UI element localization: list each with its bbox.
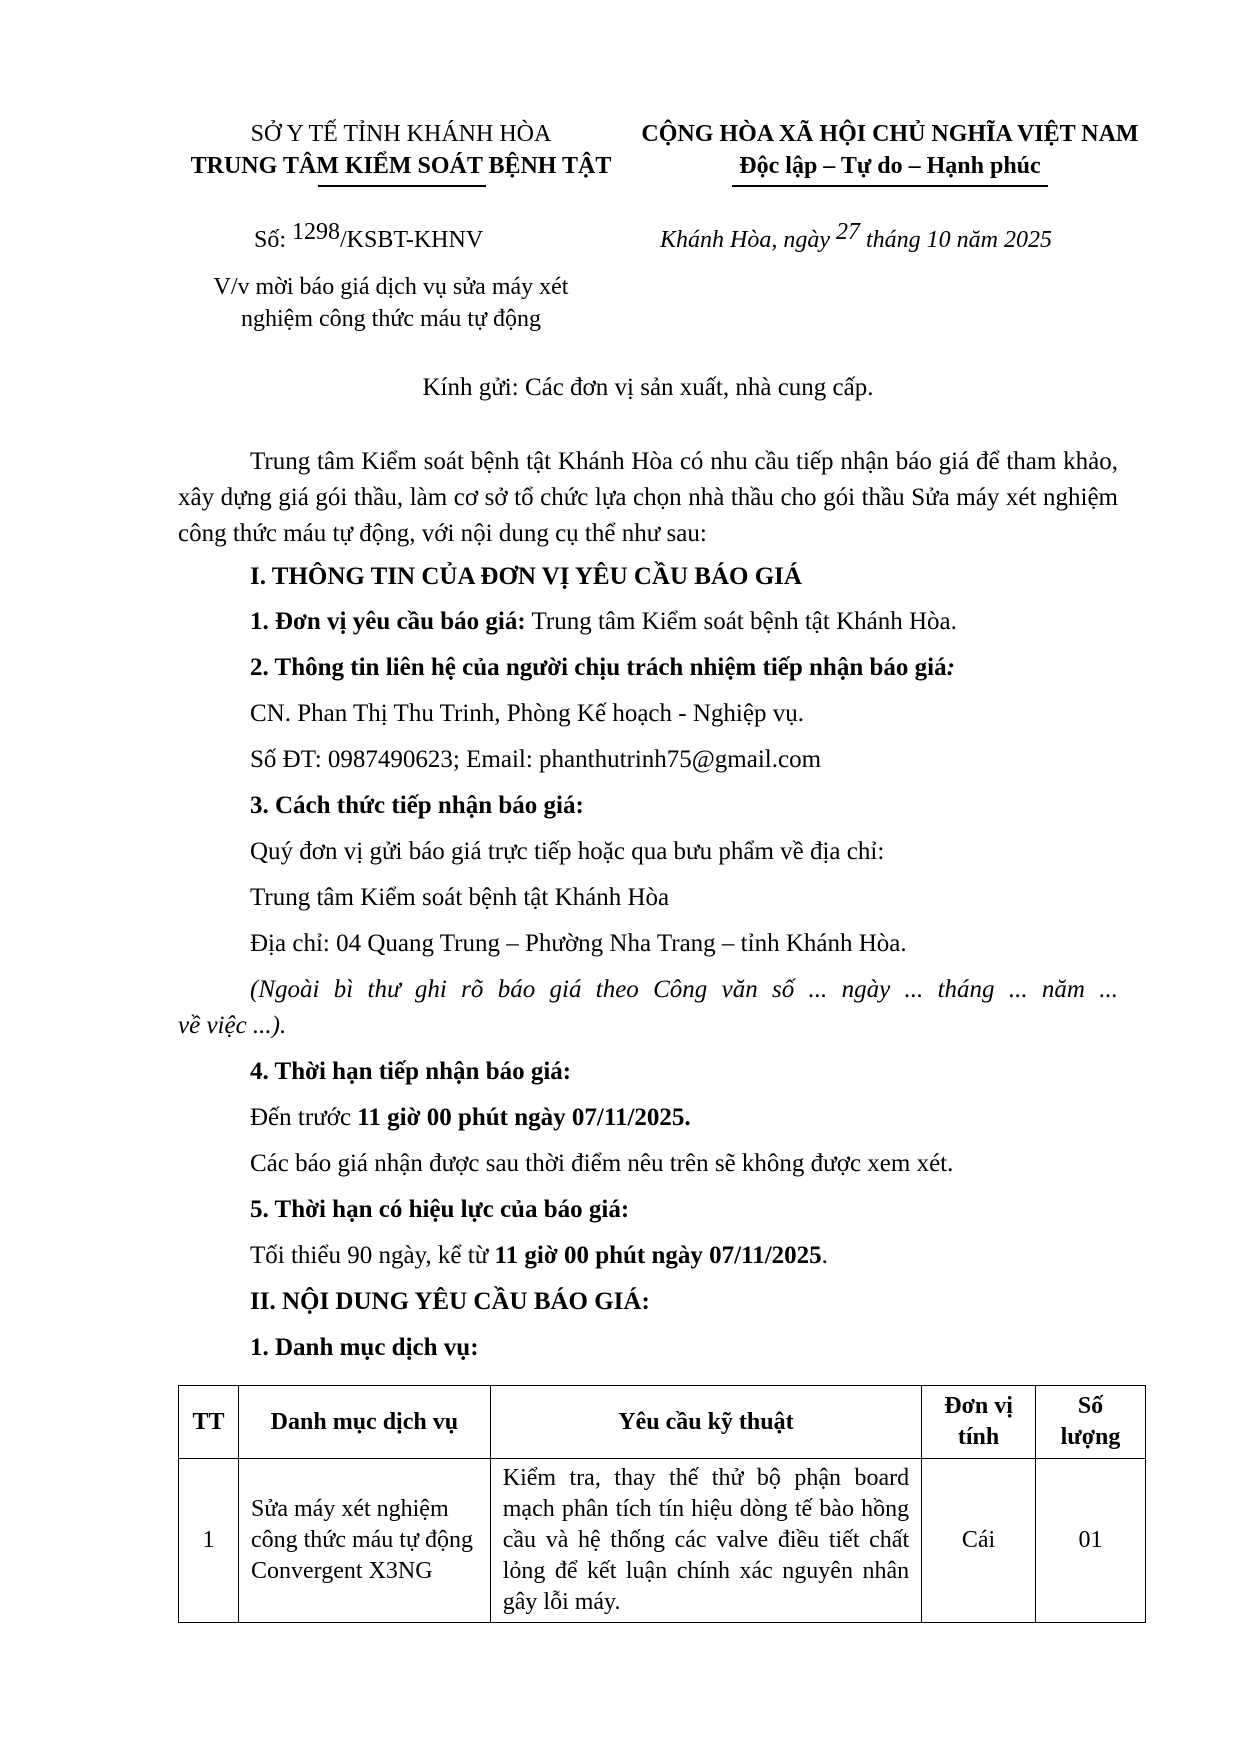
receive-address: Địa chỉ: 04 Quang Trung – Phường Nha Trang – tỉnh Khánh Hòa. (250, 930, 907, 957)
agency-name: TRUNG TÂM KIỂM SOÁT BỆNH TẬT (190, 153, 612, 179)
envelope-note-line2: về việc ...). (178, 1012, 287, 1039)
envelope-note-line1: (Ngoài bì thư ghi rõ báo giá theo Công văn số ... ngày ... tháng ... năm ... (250, 976, 1118, 1003)
agency-parent: SỞ Y TẾ TỈNH KHÁNH HÒA (250, 121, 552, 147)
date-day: 27 (836, 219, 860, 245)
motto-underline (732, 185, 1048, 187)
national-motto: Độc lập – Tự do – Hạnh phúc (739, 153, 1041, 179)
doc-number (254, 219, 484, 256)
validity-line (250, 1236, 828, 1276)
doc-number-value: 1298 (292, 219, 341, 245)
late-note: Các báo giá nhận được sau thời điểm nêu trên sẽ không được xem xét. (250, 1150, 954, 1177)
intro-paragraph: Trung tâm Kiểm soát bệnh tật Khánh Hòa có nhu cầu tiếp nhận báo giá để tham khảo, xây dựng giá gói thầu, làm cơ sở tổ chức lựa chọn nhà thầu cho gói thầu Sửa máy xét nghiệm công thức máu tự động, với nội dung cụ thể như sau: (178, 448, 1118, 547)
date-line (660, 219, 1053, 256)
deadline-prefix: Đến trước (250, 1104, 358, 1131)
doc-number-prefix: Số: (254, 227, 287, 253)
contact-name: CN. Phan Thị Thu Trinh, Phòng Kế hoạch - Nghiệp vụ. (250, 700, 804, 727)
item2-colon: : (946, 654, 955, 681)
table-row (179, 1459, 1146, 1623)
cell-service: Sửa máy xét nghiệm công thức máu tự động Convergent X3NG (238, 1459, 490, 1623)
date-month: tháng 10 (866, 227, 951, 253)
validity-end: . (821, 1242, 828, 1269)
doc-number-suffix: /KSBT-KHNV (340, 227, 484, 253)
cell-qty: 01 (1036, 1459, 1146, 1623)
header-requirement: Yêu cầu kỹ thuật (490, 1386, 921, 1459)
section1-item3: 3. Cách thức tiếp nhận báo giá: (250, 792, 584, 819)
recipient: Kính gửi: Các đơn vị sản xuất, nhà cung cấp. (422, 374, 874, 401)
section2-title: II. NỘI DUNG YÊU CẦU BÁO GIÁ: (250, 1288, 650, 1315)
national-title: CỘNG HÒA XÃ HỘI CHỦ NGHĨA VIỆT NAM (641, 121, 1139, 147)
item1-value: Trung tâm Kiểm soát bệnh tật Khánh Hòa. (525, 608, 957, 635)
service-table (178, 1385, 1146, 1623)
section1-item2 (250, 648, 955, 688)
table-header-row (179, 1386, 1146, 1459)
section1-item1 (250, 602, 957, 642)
deadline-time: 11 giờ 00 phút ngày 07/11/2025. (357, 1104, 691, 1131)
date-place: Khánh Hòa, ngày (660, 227, 830, 253)
validity-prefix: Tối thiểu 90 ngày, kể từ (250, 1242, 495, 1269)
header-service: Danh mục dịch vụ (238, 1386, 490, 1459)
contact-phone-email: Số ĐT: 0987490623; Email: phanthutrinh75@gmail.com (250, 746, 822, 773)
subject-line1: V/v mời báo giá dịch vụ sửa máy xét (213, 274, 569, 300)
section1-item4: 4. Thời hạn tiếp nhận báo giá: (250, 1058, 572, 1085)
item1-label: 1. Đơn vị yêu cầu báo giá: (250, 608, 526, 635)
receive-line1: Quý đơn vị gửi báo giá trực tiếp hoặc qua bưu phẩm về địa chỉ: (250, 838, 885, 865)
deadline-line (250, 1098, 691, 1138)
receive-line2: Trung tâm Kiểm soát bệnh tật Khánh Hòa (250, 884, 670, 911)
section1-title: I. THÔNG TIN CỦA ĐƠN VỊ YÊU CẦU BÁO GIÁ (250, 563, 802, 590)
subject-line2: nghiệm công thức máu tự động (241, 306, 541, 332)
item2-label: 2. Thông tin liên hệ của người chịu trách nhiệm tiếp nhận báo giá (250, 654, 947, 681)
agency-underline (318, 185, 486, 187)
section1-item5: 5. Thời hạn có hiệu lực của báo giá: (250, 1196, 630, 1223)
cell-requirement: Kiểm tra, thay thế thử bộ phận board mạch phân tích tín hiệu dòng tế bào hồng cầu và hệ thống các valve điều tiết chất lỏng để kết luận chính xác nguyên nhân gây lỗi máy. (490, 1459, 921, 1623)
validity-time: 11 giờ 00 phút ngày 07/11/2025 (494, 1242, 822, 1269)
header-unit: Đơn vị tính (922, 1386, 1036, 1459)
section2-item1: 1. Danh mục dịch vụ: (250, 1334, 479, 1361)
header-qty: Số lượng (1036, 1386, 1146, 1459)
cell-tt: 1 (179, 1459, 239, 1623)
header-tt: TT (179, 1386, 239, 1459)
cell-unit: Cái (922, 1459, 1036, 1623)
date-year: năm 2025 (956, 227, 1053, 253)
